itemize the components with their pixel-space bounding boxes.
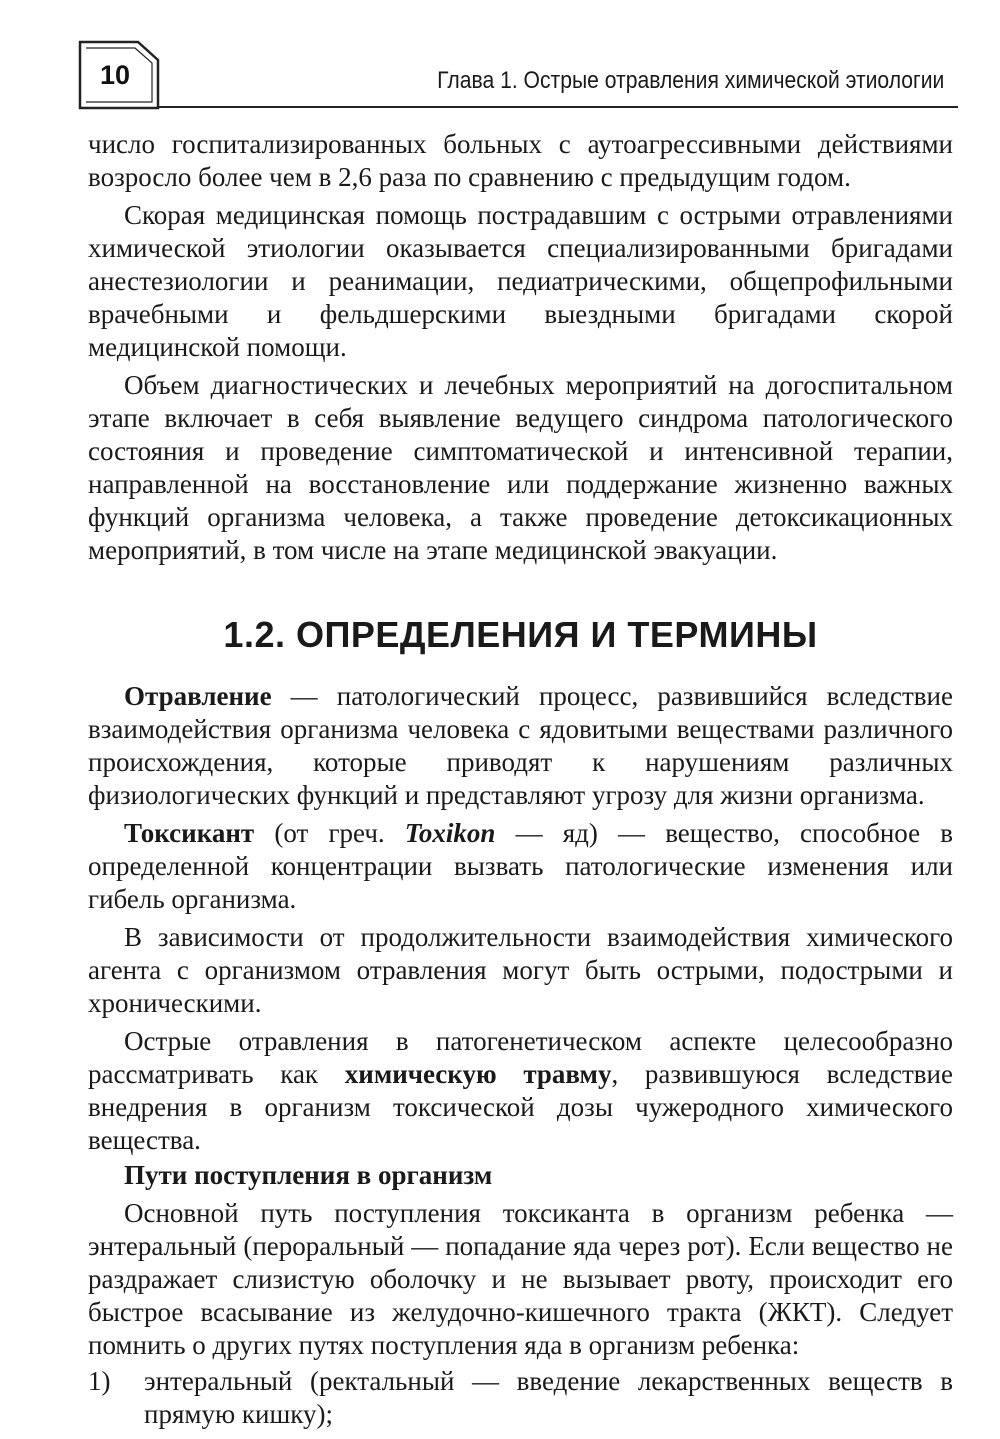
page-number: 10: [99, 60, 131, 90]
definition-poisoning-text: — патологический процесс, развившийся вследствие взаимодействия организма человека с ядовитыми веществами различного происхождения, которые приводят к нарушениям различных физиологических функций и представляют угрозу для жизни организма.: [88, 681, 953, 810]
definition-toxicant-text-1: (от греч.: [254, 818, 405, 848]
paragraph-chemical-trauma: [88, 1025, 953, 1157]
greek-term: Toxikon: [404, 818, 496, 848]
term-poisoning: Отравление: [124, 681, 272, 711]
definition-toxicant: [88, 817, 953, 916]
page-header: [78, 40, 958, 110]
section-title: 1.2. ОПРЕДЕЛЕНИЯ И ТЕРМИНЫ: [223, 614, 818, 655]
paragraph-routes: Основной путь поступления токсиканта в организм ребенка — энтеральный (пероральный — попадание яда через рот). Если вещество не раздражает слизистую оболочку и не вызывает рвоту, происходит его быстрое всасывание из желудочно-кишечного тракта (ЖКТ). Следует помнить о других путях поступления яда в организм ребенка:: [88, 1198, 953, 1360]
paragraph-duration: В зависимости от продолжительности взаимодействия химического агента с организмом отравления могут быть острыми, подострыми и хроническими.: [88, 922, 953, 1018]
list-item-text: энтеральный (ректальный — введение лекарственных веществ в прямую кишку);: [144, 1366, 953, 1429]
definition-toxicant-text-2: — яд) — вещество, способное в определенной концентрации вызвать патологические изменения или гибель организма.: [88, 818, 953, 914]
list-item: [88, 1365, 953, 1431]
chapter-title: Глава 1. Острые отравления химической этиологии: [436, 67, 944, 94]
term-toxicant: Токсикант: [124, 818, 255, 848]
subheading-routes: Пути поступления в организм: [124, 1160, 493, 1190]
paragraph-emergency-care: Скорая медицинская помощь пострадавшим с острыми отравлениями химической этиологии оказывается специализированными бригадами анестезиологии и реанимации, педиатрическими, общепрофильными врачебными и фельдшерскими выездными бригадами скорой медицинской помощи.: [88, 200, 953, 362]
chemical-trauma-text-2: , развившуюся вследствие внедрения в организм токсической дозы чужеродного химического вещества.: [88, 1059, 953, 1155]
page-number-badge: [78, 40, 158, 110]
page-body: [88, 128, 953, 1431]
definition-poisoning: [88, 680, 953, 812]
list-item-number: 1): [88, 1366, 111, 1396]
paragraph-prehospital-scope: Объем диагностических и лечебных мероприятий на догоспитальном этапе включает в себя выявление ведущего синдрома патологического состояния и проведение симптоматической и интенсивной терапии, направленной на восстановление или поддержание жизненно важных функций организма человека, а также проведение детоксикационных мероприятий, в том числе на этапе медицинской эвакуации.: [88, 370, 953, 565]
chemical-trauma-text-1: Острые отравления в патогенетическом аспекте целесообразно рассматривать как: [88, 1026, 953, 1089]
header-rule: [158, 106, 958, 108]
term-chemical-trauma: химическую травму: [344, 1059, 612, 1089]
paragraph-hospitalized: число госпитализированных больных с аутоагрессивными действиями возросло более чем в 2,6 раза по сравнению с предыдущим годом.: [88, 129, 953, 192]
